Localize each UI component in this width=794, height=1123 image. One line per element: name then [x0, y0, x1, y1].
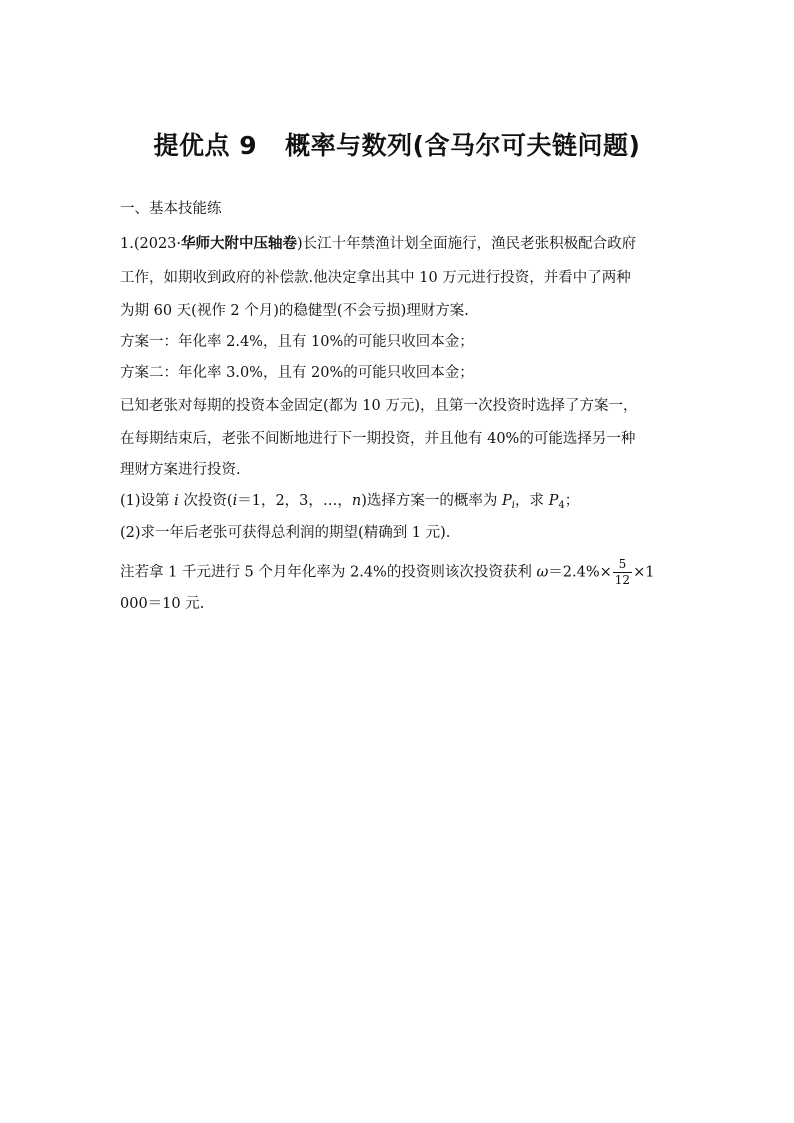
problem-line-1	[120, 234, 636, 254]
problem-line-6: 已知老张对每期的投资本金固定(都为 10 万元)，且第一次投资时选择了方案一，	[120, 398, 638, 414]
page-title	[0, 126, 794, 162]
q1-text: )选择方案一的概率为	[361, 493, 503, 509]
note-omega: ω	[536, 564, 549, 581]
problem-source: 华师大附中压轴卷	[181, 236, 298, 252]
q1-var-n: n	[351, 493, 362, 509]
q1-text: ，求	[514, 493, 549, 509]
note-text: ＝2.4%×	[548, 564, 612, 581]
title-topic: 概率与数列(含马尔可夫链问题)	[285, 131, 641, 160]
fraction-numerator: 5	[613, 558, 632, 573]
section-heading: 一、基本技能练	[120, 201, 222, 217]
plan-two: 方案二：年化率 3.0%，且有 20%的可能只收回本金；	[120, 365, 474, 381]
problem-line-3: 为期 60 天(视作 2 个月)的稳健型(不会亏损)理财方案.	[120, 303, 469, 319]
q1-subscript-i: i	[511, 500, 515, 511]
note-line-1	[120, 558, 654, 587]
q1-var-i: i	[174, 493, 179, 509]
note-text: 注若拿 1 千元进行 5 个月年化率为 2.4%的投资则该次投资获利	[120, 564, 537, 581]
q1-var-p: P	[548, 493, 559, 509]
question-1	[120, 491, 579, 516]
fraction-denominator: 12	[614, 573, 631, 587]
q1-var-p: P	[502, 493, 512, 509]
note-line-2: 000＝10 元.	[120, 596, 205, 612]
q1-text: ＝1，2，3，…，	[237, 493, 352, 509]
problem-text: )长江十年禁渔计划全面施行，渔民老张积极配合政府	[297, 236, 637, 252]
q1-text: (1)设第	[120, 493, 175, 509]
question-2: (2)求一年后老张可获得总利润的期望(精确到 1 元).	[120, 525, 451, 541]
q1-text: ；	[564, 493, 580, 509]
problem-number: 1.(2023·	[120, 236, 182, 252]
note-text: ×1	[633, 564, 655, 581]
fraction	[613, 558, 632, 587]
problem-line-8: 理财方案进行投资.	[120, 462, 241, 478]
title-label: 提优点 9	[153, 131, 258, 160]
problem-line-7: 在每期结束后，老张不间断地进行下一期投资，并且他有 40%的可能选择另一种	[120, 431, 636, 447]
problem-line-2: 工作，如期收到政府的补偿款.他决定拿出其中 10 万元进行投资，并看中了两种	[120, 270, 631, 286]
plan-one: 方案一：年化率 2.4%，且有 10%的可能只收回本金；	[120, 334, 474, 350]
q1-text: 次投资(	[178, 493, 233, 509]
q1-var-i: i	[232, 493, 238, 509]
q1-subscript-4: 4	[558, 500, 565, 511]
